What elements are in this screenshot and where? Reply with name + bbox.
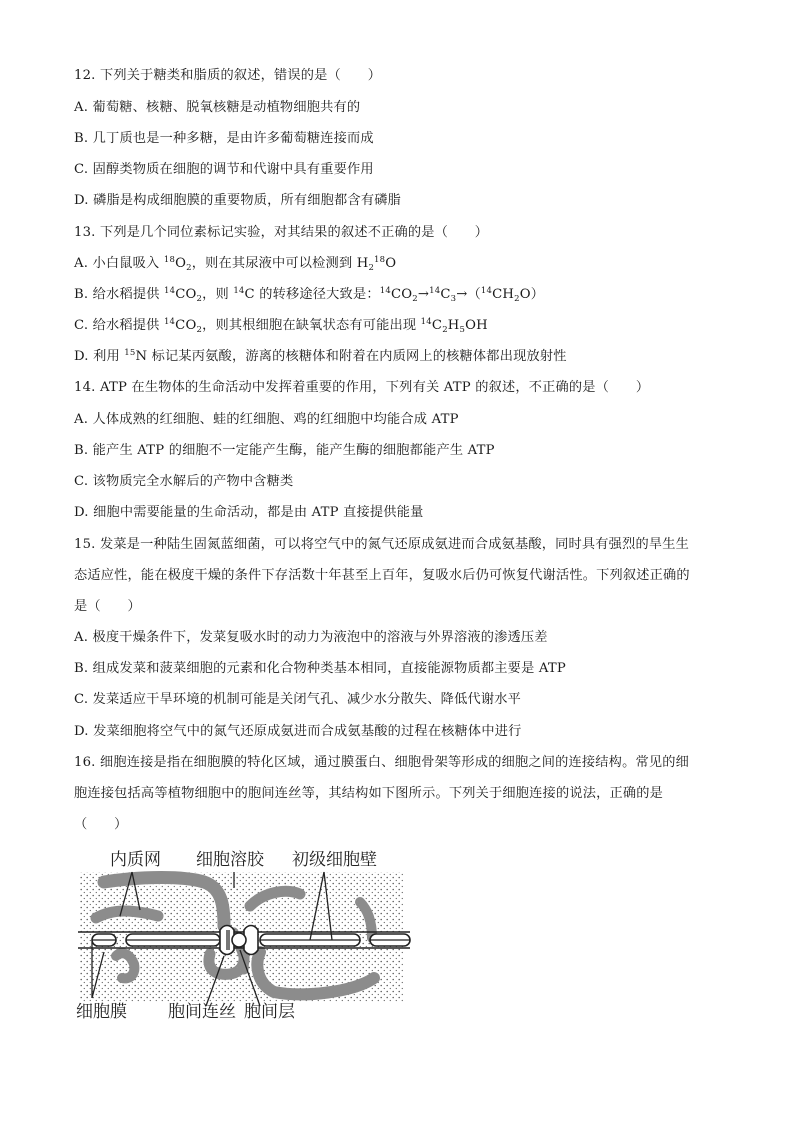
q12-stem: 12. 下列关于糖类和脂质的叙述，错误的是（ ） — [74, 68, 382, 83]
q15-option-c: C. 发菜适应干旱环境的机制可能是关闭气孔、减少水分散失、降低代谢水平 — [74, 692, 522, 707]
q16-stem-line1: 16. 细胞连接是指在细胞膜的特化区域，通过膜蛋白、细胞骨架等形成的细胞之间的连接结构。常见的细 — [74, 755, 690, 770]
q13-option-d: D. 利用 $^{15}$N 标记某丙氨酸，游离的核糖体和附着在内质网上的核糖体都出现放射性 — [74, 348, 567, 364]
label-plasmodesma: 胞间连丝 — [168, 1002, 236, 1022]
q15-stem-line1: 15. 发菜是一种陆生固氮蓝细菌，可以将空气中的氮气还原成氨进而合成氨基酸，同时具有强烈的旱生生 — [74, 537, 690, 552]
q14-option-d: D. 细胞中需要能量的生命活动，都是由 ATP 直接提供能量 — [74, 505, 424, 520]
q12-option-c: C. 固醇类物质在细胞的调节和代谢中具有重要作用 — [74, 162, 374, 177]
q15-option-b: B. 组成发菜和菠菜细胞的元素和化合物种类基本相同，直接能源物质都主要是 ATP — [74, 661, 566, 676]
q15-option-a: A. 极度干燥条件下，发菜复吸水时的动力为液泡中的溶液与外界溶液的渗透压差 — [74, 630, 548, 645]
label-middle-lamella: 胞间层 — [244, 1002, 295, 1022]
q12-option-b: B. 几丁质也是一种多糖，是由许多葡萄糖连接而成 — [74, 131, 374, 146]
label-cell-membrane: 细胞膜 — [76, 1002, 127, 1022]
q13-stem: 13. 下列是几个同位素标记实验，对其结果的叙述不正确的是（ ） — [74, 225, 489, 240]
label-primary-cell-wall: 初级细胞壁 — [292, 850, 377, 870]
label-cytosol: 细胞溶胶 — [196, 850, 264, 870]
q14-stem: 14. ATP 在生物体的生命活动中发挥着重要的作用，下列有关 ATP 的叙述，不正确的是（ ） — [74, 380, 650, 395]
q13-option-c: C. 给水稻提供 $^{14}CO_2$，则其根细胞在缺氧状态有可能出现 $^{14}C_2H_5OH$ — [74, 317, 488, 335]
q16-stem-line3: （ ） — [74, 817, 128, 832]
q13-option-b: B. 给水稻提供 $^{14}CO_2$，则 $^{14}$C 的转移途径大致是：$^{14}CO_2\to^{14}C_3\to(^{14}CH_2O)$ — [74, 286, 545, 304]
q15-stem-line3: 是（ ） — [74, 599, 141, 614]
q14-option-b: B. 能产生 ATP 的细胞不一定能产生酶，能产生酶的细胞都能产生 ATP — [74, 443, 495, 458]
q12-option-d: D. 磷脂是构成细胞膜的重要物质，所有细胞都含有磷脂 — [74, 193, 401, 208]
q14-option-c: C. 该物质完全水解后的产物中含糖类 — [74, 474, 294, 489]
plasmodesmata-diagram — [74, 846, 414, 1030]
q13-option-a: A. 小白鼠吸入 $^{18}O_2$，则在其尿液中可以检测到 $H_2^{18}O$ — [74, 255, 397, 273]
q16-stem-line2: 胞连接包括高等植物细胞中的胞间连丝等，其结构如下图所示。下列关于细胞连接的说法，正确的是 — [74, 786, 664, 801]
q14-option-a: A. 人体成熟的红细胞、蛙的红细胞、鸡的红细胞中均能合成 ATP — [74, 412, 459, 427]
q15-stem-line2: 态适应性，能在极度干燥的条件下存活数十年甚至上百年，复吸水后仍可恢复代谢活性。下列叙述正确的 — [74, 568, 690, 583]
label-endoplasmic-reticulum: 内质网 — [110, 850, 161, 870]
q15-option-d: D. 发菜细胞将空气中的氮气还原成氨进而合成氨基酸的过程在核糖体中进行 — [74, 724, 522, 739]
q12-option-a: A. 葡萄糖、核糖、脱氧核糖是动植物细胞共有的 — [74, 100, 361, 115]
